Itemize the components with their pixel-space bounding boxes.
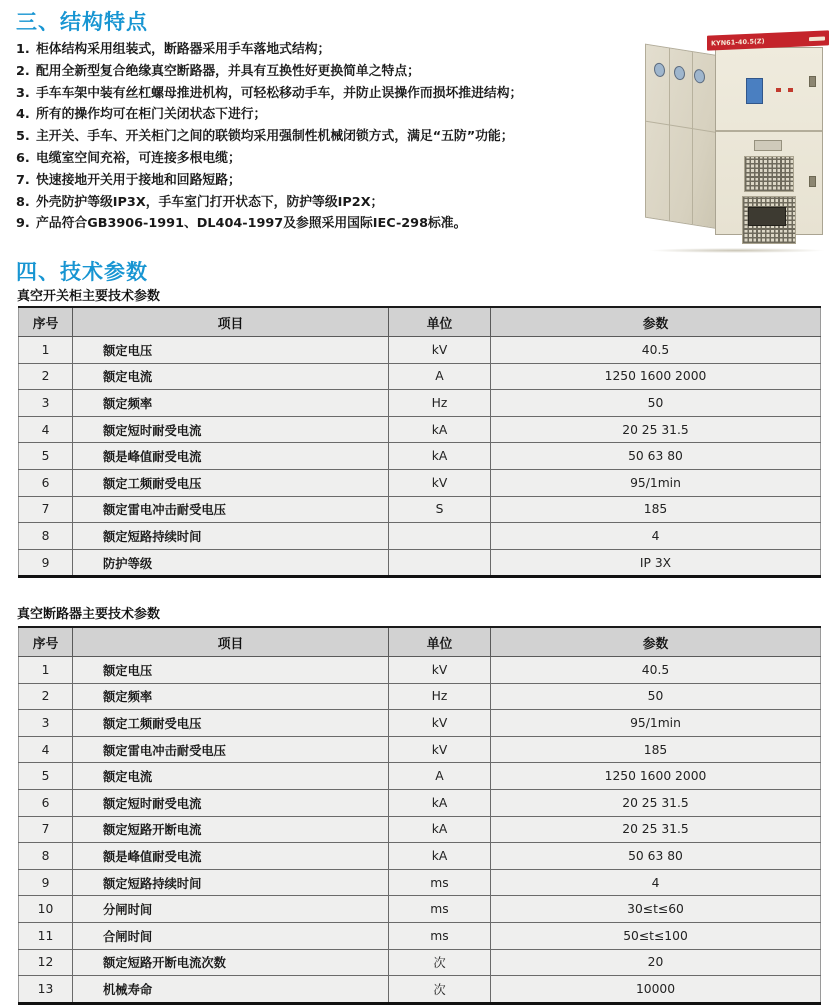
cabinet-side-panel: [645, 44, 717, 229]
row-index-cell: 1: [19, 657, 73, 684]
item-name-cell: 防护等级: [73, 549, 389, 577]
row-index-cell: 7: [19, 496, 73, 523]
column-header: 项目: [73, 307, 389, 337]
row-index-cell: 8: [19, 843, 73, 870]
table-row: [19, 523, 821, 550]
table-row: [19, 657, 821, 684]
table-row: [19, 337, 821, 364]
value-cell: 1250 1600 2000: [491, 363, 821, 390]
unit-cell: kA: [389, 789, 491, 816]
feature-text: 配用全新型复合绝缘真空断路器，并具有互换性好更换简单之特点；: [36, 63, 420, 79]
value-cell: 95/1min: [491, 710, 821, 737]
unit-cell: kV: [389, 337, 491, 364]
table1-caption: 真空开关柜主要技术参数: [17, 289, 161, 304]
value-cell: 185: [491, 496, 821, 523]
switchgear-product-photo: [641, 33, 833, 249]
feature-item: [16, 148, 644, 170]
unit-cell: kV: [389, 710, 491, 737]
value-cell: 4: [491, 869, 821, 896]
feature-item: [16, 126, 644, 148]
unit-cell: kA: [389, 816, 491, 843]
feature-number: 2.: [16, 63, 30, 79]
feature-text: 电缆室空间充裕，可连接多根电缆；: [36, 150, 241, 166]
nameplate-label: [754, 140, 782, 151]
row-index-cell: 2: [19, 683, 73, 710]
row-index-cell: 1: [19, 337, 73, 364]
item-name-cell: 额定短路持续时间: [73, 869, 389, 896]
table-row: [19, 843, 821, 870]
indicator-light-icon: [788, 88, 793, 92]
panel-seam: [692, 52, 693, 224]
table-row: [19, 763, 821, 790]
feature-item: [16, 61, 644, 83]
cabinet-front-panel: [715, 47, 823, 235]
item-name-cell: 额定雷电冲击耐受电压: [73, 736, 389, 763]
row-index-cell: 3: [19, 710, 73, 737]
door-lock: [809, 176, 816, 187]
row-index-cell: 7: [19, 816, 73, 843]
column-header: 序号: [19, 307, 73, 337]
door-hinge: [809, 76, 816, 87]
feature-number: 1.: [16, 42, 30, 57]
column-header: 序号: [19, 627, 73, 657]
feature-number: 9.: [16, 216, 30, 232]
feature-list: [16, 39, 644, 235]
feature-text: 快速接地开关用于接地和回路短路；: [36, 172, 241, 188]
unit-cell: A: [389, 363, 491, 390]
table-row: [19, 816, 821, 843]
column-header: 单位: [389, 627, 491, 657]
value-cell: 20: [491, 949, 821, 976]
gauge-window-icon: [674, 65, 685, 81]
feature-number: 4.: [16, 107, 30, 123]
value-cell: 10000: [491, 976, 821, 1004]
table-row: [19, 710, 821, 737]
value-cell: 40.5: [491, 657, 821, 684]
item-name-cell: 额定电压: [73, 657, 389, 684]
feature-item: [16, 83, 644, 105]
unit-cell: kA: [389, 843, 491, 870]
switchgear-parameters-table: [18, 306, 821, 578]
item-name-cell: 合闸时间: [73, 922, 389, 949]
column-header: 参数: [491, 307, 821, 337]
item-name-cell: 额定短路开断电流次数: [73, 949, 389, 976]
table2-caption: 真空断路器主要技术参数: [17, 607, 161, 622]
value-cell: 20 25 31.5: [491, 416, 821, 443]
nameplate-label: [746, 78, 763, 104]
value-cell: 20 25 31.5: [491, 789, 821, 816]
indicator-light-icon: [776, 88, 781, 92]
gauge-window-icon: [694, 68, 705, 84]
feature-item: [16, 104, 644, 126]
item-name-cell: 额定频率: [73, 390, 389, 417]
row-index-cell: 6: [19, 789, 73, 816]
table-row: [19, 390, 821, 417]
item-name-cell: 额是峰值耐受电流: [73, 843, 389, 870]
row-index-cell: 6: [19, 469, 73, 496]
item-name-cell: 额定电流: [73, 763, 389, 790]
value-cell: 50: [491, 683, 821, 710]
item-name-cell: 机械寿命: [73, 976, 389, 1004]
row-index-cell: 9: [19, 549, 73, 577]
brand-logo-icon: [809, 36, 825, 41]
unit-cell: A: [389, 763, 491, 790]
cabinet-shadow: [649, 248, 825, 253]
table-row: [19, 976, 821, 1004]
feature-number: 6.: [16, 150, 30, 166]
feature-number: 5.: [16, 129, 30, 145]
unit-cell: kV: [389, 736, 491, 763]
column-header: 项目: [73, 627, 389, 657]
item-name-cell: 额定雷电冲击耐受电压: [73, 496, 389, 523]
row-index-cell: 5: [19, 443, 73, 470]
value-cell: 30≤t≤60: [491, 896, 821, 923]
item-name-cell: 额定电流: [73, 363, 389, 390]
feature-item: [16, 192, 644, 214]
table-row: [19, 443, 821, 470]
table-row: [19, 416, 821, 443]
unit-cell: 次: [389, 949, 491, 976]
unit-cell: 次: [389, 976, 491, 1004]
panel-seam: [646, 120, 716, 132]
value-cell: 50 63 80: [491, 843, 821, 870]
feature-number: 3.: [16, 85, 30, 101]
unit-cell: ms: [389, 922, 491, 949]
table-row: [19, 949, 821, 976]
value-cell: 4: [491, 523, 821, 550]
unit-cell: S: [389, 496, 491, 523]
item-name-cell: 额定工频耐受电压: [73, 710, 389, 737]
row-index-cell: 11: [19, 922, 73, 949]
value-cell: 95/1min: [491, 469, 821, 496]
item-name-cell: 额定短路开断电流: [73, 816, 389, 843]
feature-item: [16, 213, 644, 235]
unit-cell: ms: [389, 869, 491, 896]
section-4-title: 四、技术参数: [16, 260, 148, 284]
table-row: [19, 922, 821, 949]
gauge-window-icon: [654, 62, 665, 78]
cabinet-model-text: KYN61-40.5(Z): [711, 36, 765, 47]
unit-cell: ms: [389, 896, 491, 923]
value-cell: 50 63 80: [491, 443, 821, 470]
table-row: [19, 496, 821, 523]
table-row: [19, 869, 821, 896]
row-index-cell: 5: [19, 763, 73, 790]
row-index-cell: 4: [19, 736, 73, 763]
value-cell: IP 3X: [491, 549, 821, 577]
item-name-cell: 额定工频耐受电压: [73, 469, 389, 496]
table-row: [19, 736, 821, 763]
header-row: [19, 627, 821, 657]
row-index-cell: 8: [19, 523, 73, 550]
feature-text: 柜体结构采用组装式，断路器采用手车落地式结构；: [36, 42, 331, 57]
column-header: 单位: [389, 307, 491, 337]
unit-cell: [389, 549, 491, 577]
table-row: [19, 789, 821, 816]
unit-cell: [389, 523, 491, 550]
panel-seam: [669, 48, 670, 220]
feature-text: 手车车架中装有丝杠螺母推进机构，可轻松移动手车，并防止误操作而损坏推进结构；: [36, 85, 523, 101]
value-cell: 50: [491, 390, 821, 417]
section-3-title: 三、结构特点: [16, 10, 148, 34]
row-index-cell: 4: [19, 416, 73, 443]
unit-cell: kV: [389, 469, 491, 496]
value-cell: 40.5: [491, 337, 821, 364]
row-index-cell: 9: [19, 869, 73, 896]
item-name-cell: 分闸时间: [73, 896, 389, 923]
row-index-cell: 2: [19, 363, 73, 390]
unit-cell: kA: [389, 443, 491, 470]
table-row: [19, 363, 821, 390]
unit-cell: Hz: [389, 390, 491, 417]
feature-item: [16, 170, 644, 192]
row-index-cell: 3: [19, 390, 73, 417]
breaker-parameters-table: [18, 626, 821, 1005]
table-row: [19, 896, 821, 923]
door-handle: [748, 207, 786, 226]
table-row: [19, 683, 821, 710]
header-row: [19, 307, 821, 337]
row-index-cell: 10: [19, 896, 73, 923]
value-cell: 50≤t≤100: [491, 922, 821, 949]
feature-text: 主开关、手车、开关柜门之间的联锁均采用强制性机械闭锁方式，满足“五防”功能；: [36, 129, 514, 145]
feature-text: 外壳防护等级IP3X，手车室门打开状态下，防护等级IP2X；: [36, 194, 384, 210]
unit-cell: kV: [389, 657, 491, 684]
feature-number: 7.: [16, 172, 30, 188]
value-cell: 185: [491, 736, 821, 763]
column-header: 参数: [491, 627, 821, 657]
row-index-cell: 13: [19, 976, 73, 1004]
value-cell: 1250 1600 2000: [491, 763, 821, 790]
item-name-cell: 额定短路持续时间: [73, 523, 389, 550]
unit-cell: Hz: [389, 683, 491, 710]
vent-grille: [744, 156, 794, 192]
unit-cell: kA: [389, 416, 491, 443]
table-row: [19, 549, 821, 577]
item-name-cell: 额定短时耐受电流: [73, 416, 389, 443]
feature-text: 所有的操作均可在柜门关闭状态下进行；: [36, 107, 267, 123]
item-name-cell: 额定频率: [73, 683, 389, 710]
feature-item: [16, 39, 644, 61]
item-name-cell: 额是峰值耐受电流: [73, 443, 389, 470]
item-name-cell: 额定短时耐受电流: [73, 789, 389, 816]
feature-text: 产品符合GB3906-1991、DL404-1997及参照采用国际IEC-298标准。: [36, 216, 467, 232]
item-name-cell: 额定电压: [73, 337, 389, 364]
value-cell: 20 25 31.5: [491, 816, 821, 843]
table-row: [19, 469, 821, 496]
feature-number: 8.: [16, 194, 30, 210]
row-index-cell: 12: [19, 949, 73, 976]
panel-seam: [716, 130, 822, 132]
